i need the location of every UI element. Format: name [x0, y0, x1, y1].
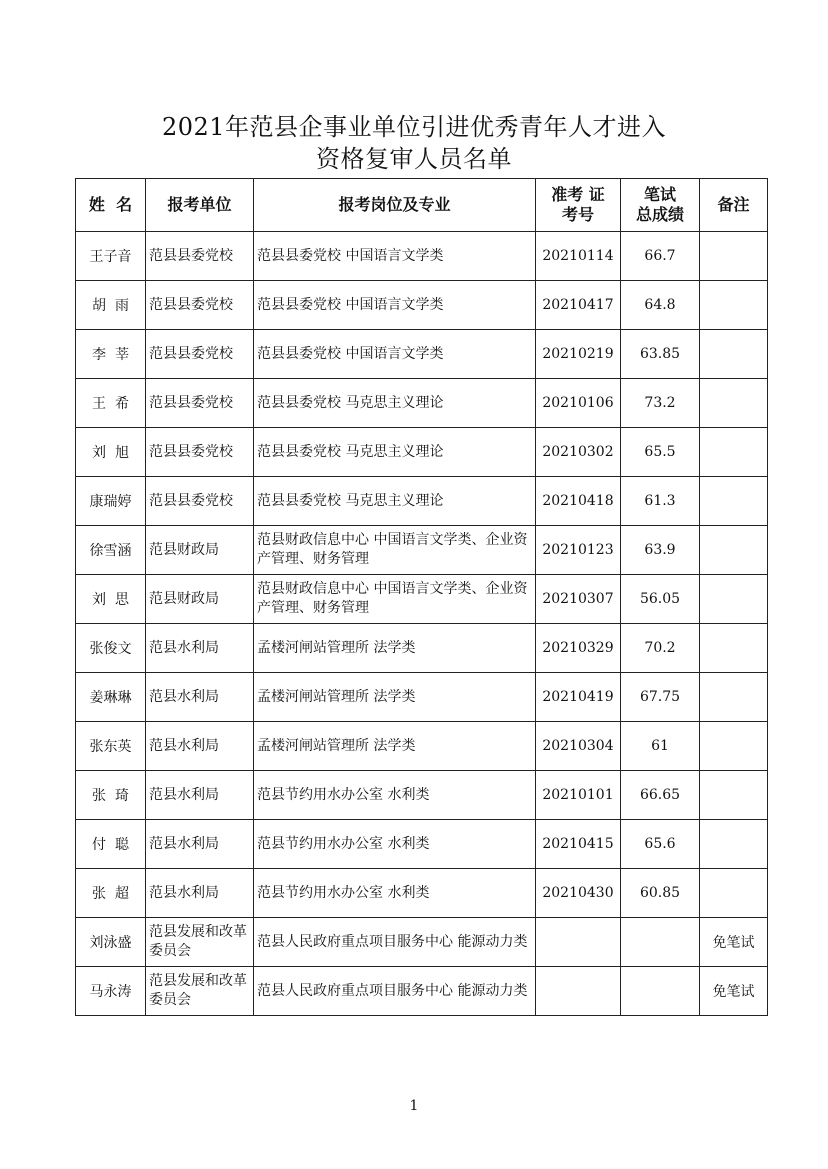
cell-unit: 范县水利局: [146, 820, 254, 869]
header-score: [621, 179, 700, 232]
cell-post: 范县县委党校 马克思主义理论: [254, 379, 536, 428]
cell-post: 孟楼河闸站管理所 法学类: [254, 722, 536, 771]
cell-name: 付 聪: [76, 820, 146, 869]
cell-name: 张东英: [76, 722, 146, 771]
cell-unit: 范县财政局: [146, 526, 254, 575]
cell-name: 王子音: [76, 232, 146, 281]
header-score-line-2: 总成绩: [635, 205, 684, 224]
cell-exam-id: 20210329: [536, 624, 621, 673]
cell-exam-id: 20210415: [536, 820, 621, 869]
cell-post: 范县节约用水办公室 水利类: [254, 869, 536, 918]
cell-post: 范县县委党校 马克思主义理论: [254, 477, 536, 526]
cell-unit: 范县县委党校: [146, 477, 254, 526]
cell-note: [700, 869, 768, 918]
cell-score: 63.85: [621, 330, 700, 379]
cell-unit: 范县县委党校: [146, 232, 254, 281]
cell-note: [700, 575, 768, 624]
cell-exam-id: [536, 967, 621, 1016]
cell-post: 范县人民政府重点项目服务中心 能源动力类: [254, 918, 536, 967]
cell-post: 范县人民政府重点项目服务中心 能源动力类: [254, 967, 536, 1016]
cell-name: 李 莘: [76, 330, 146, 379]
cell-name: 刘泳盛: [76, 918, 146, 967]
cell-exam-id: 20210123: [536, 526, 621, 575]
cell-unit: 范县发展和改革委员会: [146, 967, 254, 1016]
candidate-table: [75, 178, 768, 1016]
table-row: [76, 526, 768, 575]
cell-name: 张俊文: [76, 624, 146, 673]
table-row: [76, 477, 768, 526]
cell-exam-id: 20210430: [536, 869, 621, 918]
cell-note: 免笔试: [700, 918, 768, 967]
header-post: 报考岗位及专业: [254, 179, 536, 232]
table-row: [76, 771, 768, 820]
cell-name: 王 希: [76, 379, 146, 428]
cell-post: 范县县委党校 中国语言文学类: [254, 232, 536, 281]
cell-unit: 范县县委党校: [146, 379, 254, 428]
cell-score: 61: [621, 722, 700, 771]
cell-unit: 范县水利局: [146, 624, 254, 673]
document-title-line-1: 2021年范县企事业单位引进优秀青年人才进入: [161, 113, 667, 141]
cell-exam-id: 20210304: [536, 722, 621, 771]
cell-exam-id: 20210106: [536, 379, 621, 428]
cell-score: 64.8: [621, 281, 700, 330]
cell-unit: 范县水利局: [146, 673, 254, 722]
cell-unit: 范县县委党校: [146, 428, 254, 477]
header-exam-id: [536, 179, 621, 232]
cell-note: [700, 820, 768, 869]
cell-unit: 范县发展和改革委员会: [146, 918, 254, 967]
table-row: [76, 232, 768, 281]
cell-score: 73.2: [621, 379, 700, 428]
cell-unit: 范县财政局: [146, 575, 254, 624]
header-exam-id-line-1: 准考 证: [551, 185, 605, 204]
cell-note: [700, 624, 768, 673]
cell-score: 70.2: [621, 624, 700, 673]
cell-post: 范县财政信息中心 中国语言文学类、企业资产管理、财务管理: [254, 575, 536, 624]
table-row: [76, 379, 768, 428]
cell-note: [700, 673, 768, 722]
cell-post: 范县县委党校 马克思主义理论: [254, 428, 536, 477]
cell-exam-id: 20210418: [536, 477, 621, 526]
cell-score: 66.7: [621, 232, 700, 281]
cell-post: 范县财政信息中心 中国语言文学类、企业资产管理、财务管理: [254, 526, 536, 575]
cell-score: 63.9: [621, 526, 700, 575]
table-row: [76, 918, 768, 967]
cell-exam-id: [536, 918, 621, 967]
table-row: [76, 820, 768, 869]
cell-exam-id: 20210114: [536, 232, 621, 281]
cell-post: 范县节约用水办公室 水利类: [254, 820, 536, 869]
cell-note: [700, 771, 768, 820]
table-row: [76, 869, 768, 918]
cell-post: 范县县委党校 中国语言文学类: [254, 330, 536, 379]
cell-note: [700, 232, 768, 281]
cell-name: 康瑞婷: [76, 477, 146, 526]
cell-post: 范县县委党校 中国语言文学类: [254, 281, 536, 330]
cell-name: 马永涛: [76, 967, 146, 1016]
cell-name: 姜琳琳: [76, 673, 146, 722]
cell-note: [700, 428, 768, 477]
cell-note: [700, 526, 768, 575]
cell-note: [700, 281, 768, 330]
cell-exam-id: 20210219: [536, 330, 621, 379]
cell-score: [621, 918, 700, 967]
page-number: 1: [409, 1098, 419, 1114]
cell-note: [700, 722, 768, 771]
cell-exam-id: 20210302: [536, 428, 621, 477]
header-note: 备注: [700, 179, 768, 232]
cell-note: [700, 477, 768, 526]
cell-unit: 范县县委党校: [146, 281, 254, 330]
header-exam-id-line-2: 考号: [561, 205, 594, 224]
cell-exam-id: 20210417: [536, 281, 621, 330]
cell-score: 60.85: [621, 869, 700, 918]
table-row: [76, 722, 768, 771]
cell-post: 范县节约用水办公室 水利类: [254, 771, 536, 820]
cell-score: 61.3: [621, 477, 700, 526]
cell-score: 66.65: [621, 771, 700, 820]
cell-name: 刘 旭: [76, 428, 146, 477]
table-row: [76, 281, 768, 330]
cell-score: 65.5: [621, 428, 700, 477]
table-row: [76, 967, 768, 1016]
cell-post: 孟楼河闸站管理所 法学类: [254, 624, 536, 673]
table-header-row: [76, 179, 768, 232]
cell-unit: 范县水利局: [146, 722, 254, 771]
cell-exam-id: 20210101: [536, 771, 621, 820]
table-row: [76, 428, 768, 477]
cell-name: 徐雪涵: [76, 526, 146, 575]
cell-note: 免笔试: [700, 967, 768, 1016]
cell-name: 胡 雨: [76, 281, 146, 330]
document-title-line-2: 资格复审人员名单: [316, 145, 512, 173]
cell-unit: 范县水利局: [146, 869, 254, 918]
cell-name: 张 琦: [76, 771, 146, 820]
cell-name: 张 超: [76, 869, 146, 918]
cell-unit: 范县县委党校: [146, 330, 254, 379]
cell-score: 65.6: [621, 820, 700, 869]
cell-score: 56.05: [621, 575, 700, 624]
cell-score: [621, 967, 700, 1016]
header-name: 姓 名: [76, 179, 146, 232]
cell-name: 刘 思: [76, 575, 146, 624]
header-score-line-1: 笔试: [643, 185, 676, 204]
table-row: [76, 330, 768, 379]
cell-note: [700, 330, 768, 379]
cell-exam-id: 20210419: [536, 673, 621, 722]
cell-post: 孟楼河闸站管理所 法学类: [254, 673, 536, 722]
table-row: [76, 673, 768, 722]
table-row: [76, 624, 768, 673]
cell-note: [700, 379, 768, 428]
cell-unit: 范县水利局: [146, 771, 254, 820]
header-unit: 报考单位: [146, 179, 254, 232]
cell-score: 67.75: [621, 673, 700, 722]
table-row: [76, 575, 768, 624]
cell-exam-id: 20210307: [536, 575, 621, 624]
